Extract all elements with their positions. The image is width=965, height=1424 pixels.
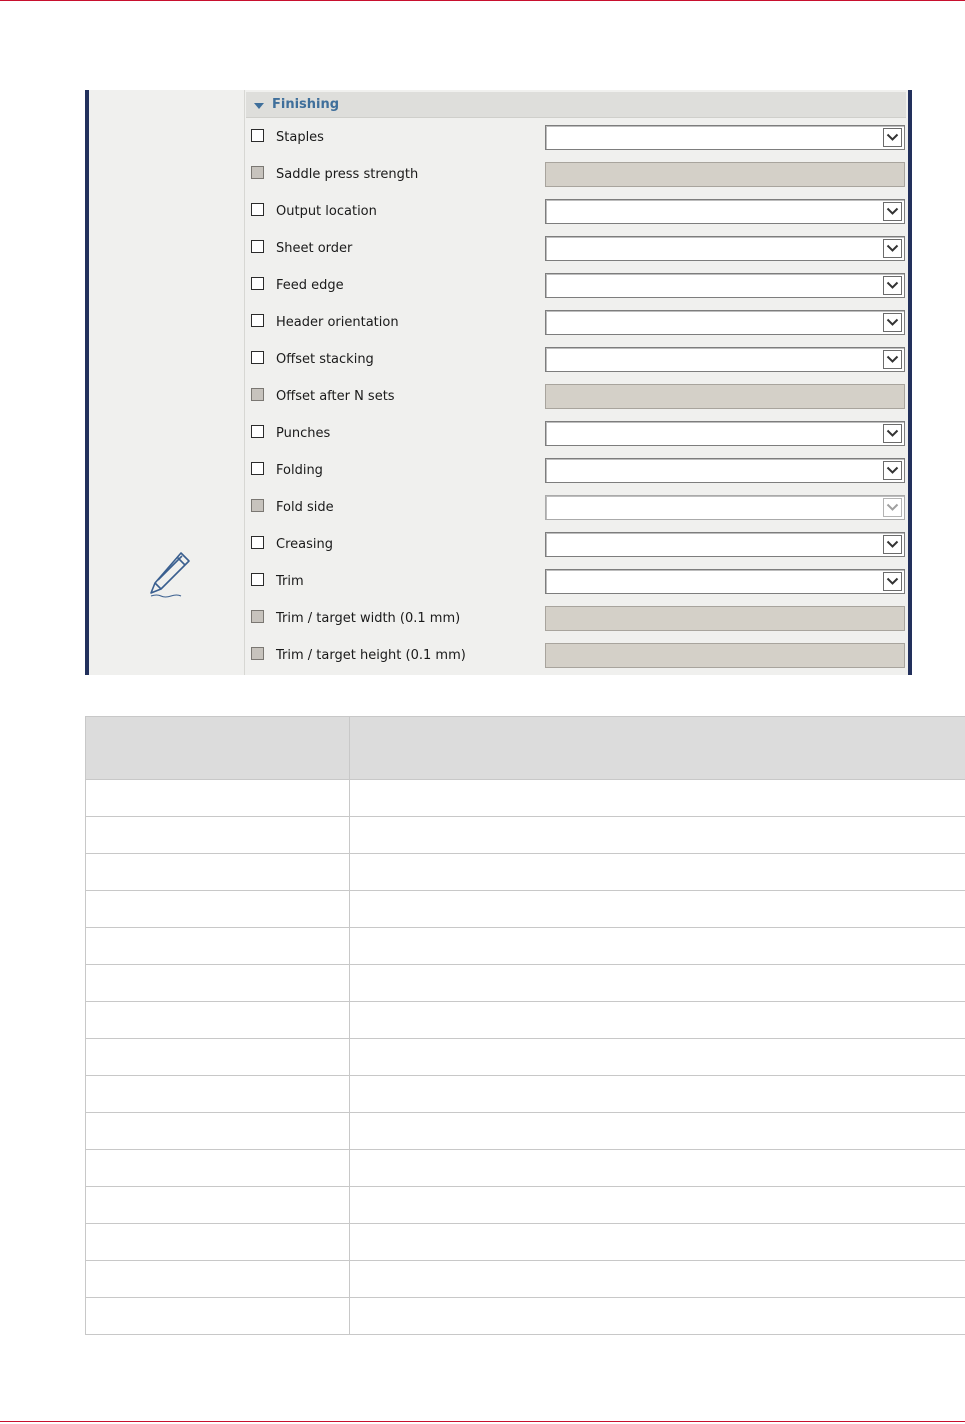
setting-row bbox=[246, 194, 908, 231]
setting-dropdown bbox=[545, 495, 905, 520]
table-cell bbox=[350, 854, 965, 891]
table-row bbox=[86, 1150, 965, 1187]
setting-checkbox[interactable] bbox=[251, 388, 264, 401]
table-cell bbox=[350, 1039, 965, 1076]
setting-label: Folding bbox=[276, 463, 323, 478]
table-cell bbox=[86, 1002, 350, 1039]
setting-label: Creasing bbox=[276, 537, 333, 552]
table-cell bbox=[350, 1261, 965, 1298]
setting-dropdown[interactable] bbox=[545, 273, 905, 298]
chevron-down-icon[interactable] bbox=[883, 128, 902, 147]
setting-label: Offset after N sets bbox=[276, 389, 395, 404]
setting-dropdown[interactable] bbox=[545, 236, 905, 261]
setting-row bbox=[246, 527, 908, 564]
chevron-down-icon[interactable] bbox=[883, 572, 902, 591]
setting-checkbox[interactable] bbox=[251, 314, 264, 327]
table-cell bbox=[350, 928, 965, 965]
table-cell bbox=[86, 1039, 350, 1076]
table-cell bbox=[86, 965, 350, 1002]
table-cell bbox=[350, 1113, 965, 1150]
chevron-down-icon bbox=[883, 498, 902, 517]
setting-dropdown[interactable] bbox=[545, 310, 905, 335]
table-cell bbox=[86, 1224, 350, 1261]
table-cell bbox=[350, 1150, 965, 1187]
setting-checkbox[interactable] bbox=[251, 240, 264, 253]
setting-checkbox[interactable] bbox=[251, 203, 264, 216]
chevron-down-icon[interactable] bbox=[883, 239, 902, 258]
table-row bbox=[86, 1261, 965, 1298]
setting-row bbox=[246, 379, 908, 416]
triangle-down-icon[interactable] bbox=[254, 103, 264, 109]
setting-checkbox[interactable] bbox=[251, 462, 264, 475]
setting-checkbox[interactable] bbox=[251, 610, 264, 623]
table-row bbox=[86, 780, 965, 817]
table-header-cell bbox=[86, 717, 350, 780]
table-row bbox=[86, 1187, 965, 1224]
bottom-rule bbox=[0, 1421, 965, 1422]
table-row bbox=[86, 891, 965, 928]
chevron-down-icon[interactable] bbox=[883, 276, 902, 295]
finishing-group-header[interactable] bbox=[246, 92, 906, 118]
setting-checkbox[interactable] bbox=[251, 277, 264, 290]
setting-checkbox[interactable] bbox=[251, 647, 264, 660]
description-table bbox=[85, 716, 965, 1335]
setting-input-disabled bbox=[545, 162, 905, 187]
table-cell bbox=[86, 1076, 350, 1113]
setting-row bbox=[246, 490, 908, 527]
setting-checkbox[interactable] bbox=[251, 536, 264, 549]
pencil-icon bbox=[147, 550, 193, 598]
chevron-down-icon[interactable] bbox=[883, 313, 902, 332]
chevron-down-icon[interactable] bbox=[883, 461, 902, 480]
table-cell bbox=[86, 817, 350, 854]
setting-row bbox=[246, 268, 908, 305]
setting-label: Header orientation bbox=[276, 315, 399, 330]
setting-input-disabled bbox=[545, 643, 905, 668]
finishing-settings-screenshot bbox=[85, 90, 912, 675]
setting-dropdown[interactable] bbox=[545, 125, 905, 150]
setting-checkbox[interactable] bbox=[251, 425, 264, 438]
table-row bbox=[86, 1039, 965, 1076]
setting-label: Trim bbox=[276, 574, 304, 589]
setting-row bbox=[246, 564, 908, 601]
table-cell bbox=[350, 780, 965, 817]
table-cell bbox=[86, 891, 350, 928]
setting-row bbox=[246, 231, 908, 268]
table-cell bbox=[350, 1298, 965, 1335]
table-row bbox=[86, 1113, 965, 1150]
setting-row bbox=[246, 638, 908, 675]
table-cell bbox=[86, 1298, 350, 1335]
table-cell bbox=[86, 780, 350, 817]
setting-checkbox[interactable] bbox=[251, 129, 264, 142]
table-row bbox=[86, 1076, 965, 1113]
table-header-cell bbox=[350, 717, 965, 780]
table-row bbox=[86, 1298, 965, 1335]
setting-row bbox=[246, 305, 908, 342]
setting-label: Offset stacking bbox=[276, 352, 374, 367]
table-cell bbox=[350, 1076, 965, 1113]
icon-column bbox=[89, 90, 245, 675]
chevron-down-icon[interactable] bbox=[883, 424, 902, 443]
table-row bbox=[86, 1224, 965, 1261]
table-header-row bbox=[86, 717, 965, 780]
table-cell bbox=[86, 1261, 350, 1298]
setting-label: Staples bbox=[276, 130, 324, 145]
chevron-down-icon[interactable] bbox=[883, 535, 902, 554]
setting-input-disabled bbox=[545, 606, 905, 631]
table-row bbox=[86, 817, 965, 854]
setting-label: Sheet order bbox=[276, 241, 353, 256]
setting-row bbox=[246, 120, 908, 157]
setting-label: Punches bbox=[276, 426, 331, 441]
setting-label: Feed edge bbox=[276, 278, 344, 293]
setting-dropdown[interactable] bbox=[545, 458, 905, 483]
table-cell bbox=[350, 965, 965, 1002]
table-cell bbox=[86, 854, 350, 891]
table-cell bbox=[350, 1224, 965, 1261]
setting-input-disabled bbox=[545, 384, 905, 409]
table-cell bbox=[350, 1187, 965, 1224]
table-cell bbox=[350, 891, 965, 928]
table-cell bbox=[350, 1002, 965, 1039]
setting-row bbox=[246, 453, 908, 490]
setting-label: Output location bbox=[276, 204, 377, 219]
table-row bbox=[86, 928, 965, 965]
table-cell bbox=[350, 817, 965, 854]
setting-dropdown[interactable] bbox=[545, 569, 905, 594]
setting-row bbox=[246, 416, 908, 453]
table-row bbox=[86, 965, 965, 1002]
setting-dropdown[interactable] bbox=[545, 347, 905, 372]
setting-label: Trim / target height (0.1 mm) bbox=[276, 648, 466, 663]
top-rule bbox=[0, 0, 965, 1]
setting-dropdown[interactable] bbox=[545, 421, 905, 446]
group-title: Finishing bbox=[272, 97, 340, 112]
chevron-down-icon[interactable] bbox=[883, 202, 902, 221]
setting-checkbox[interactable] bbox=[251, 499, 264, 512]
setting-label: Trim / target width (0.1 mm) bbox=[276, 611, 461, 626]
setting-row bbox=[246, 601, 908, 638]
setting-row bbox=[246, 342, 908, 379]
table-row bbox=[86, 1002, 965, 1039]
setting-dropdown[interactable] bbox=[545, 199, 905, 224]
setting-checkbox[interactable] bbox=[251, 573, 264, 586]
setting-checkbox[interactable] bbox=[251, 166, 264, 179]
table-cell bbox=[86, 1113, 350, 1150]
table-cell bbox=[86, 1187, 350, 1224]
table-row bbox=[86, 854, 965, 891]
finishing-group bbox=[246, 90, 908, 675]
setting-checkbox[interactable] bbox=[251, 351, 264, 364]
setting-dropdown[interactable] bbox=[545, 532, 905, 557]
table-cell bbox=[86, 928, 350, 965]
setting-label: Saddle press strength bbox=[276, 167, 419, 182]
chevron-down-icon[interactable] bbox=[883, 350, 902, 369]
setting-label: Fold side bbox=[276, 500, 334, 515]
setting-row bbox=[246, 157, 908, 194]
table-cell bbox=[86, 1150, 350, 1187]
